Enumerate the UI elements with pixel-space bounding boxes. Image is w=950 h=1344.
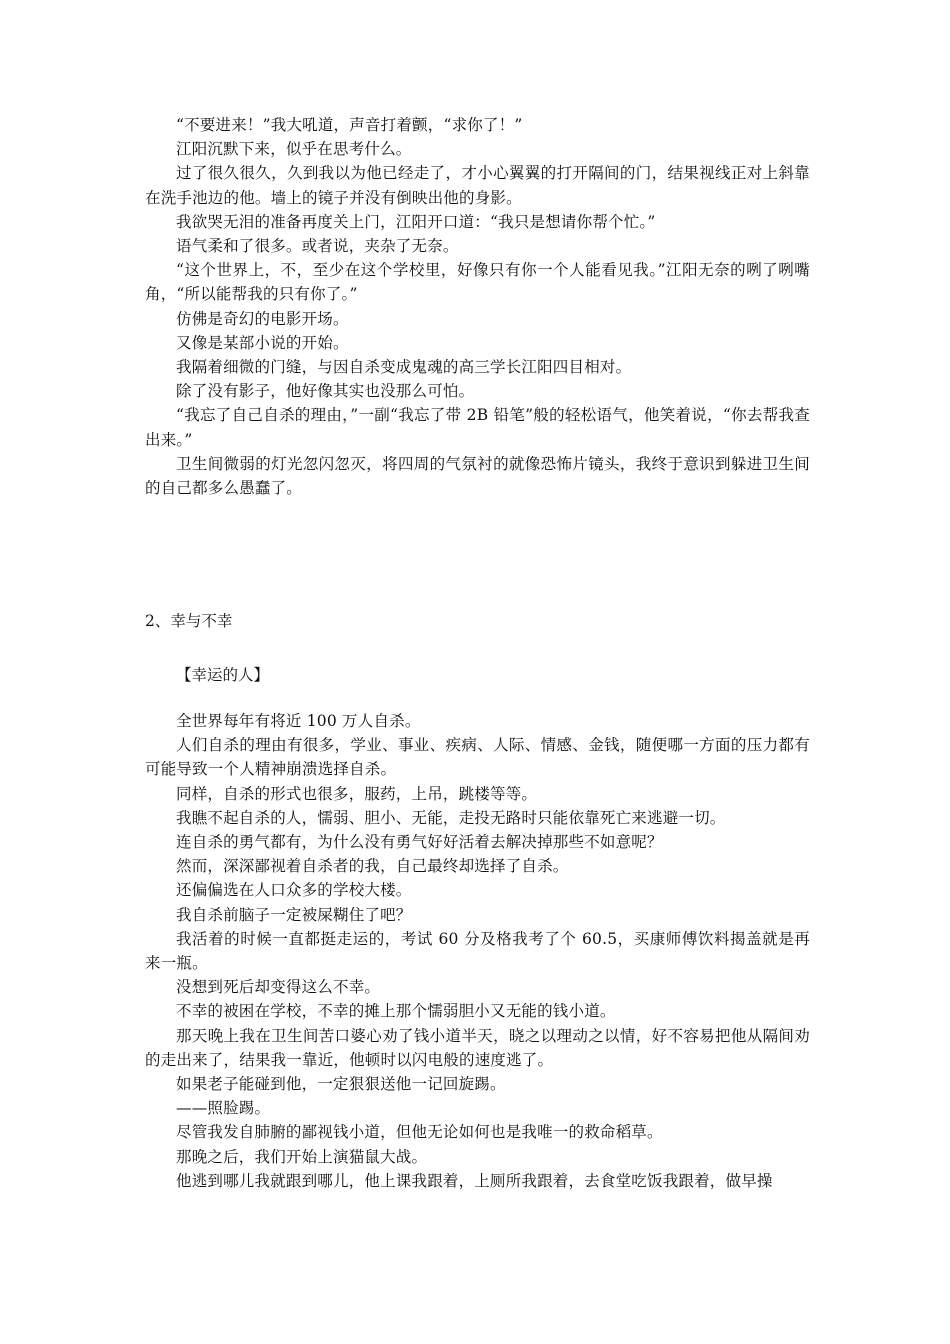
paragraph: 连自杀的勇气都有，为什么没有勇气好好活着去解决掉那些不如意呢？ [176, 833, 663, 852]
paragraph: 卫生间微弱的灯光忽闪忽灭，将四周的气氛衬的就像恐怖片镜头，我终于意识到躲进卫生间的自己都多么愚蠢了。 [145, 454, 810, 498]
paragraph: 仿佛是奇幻的电影开场。 [176, 309, 349, 328]
paragraph: 我欲哭无泪的准备再度关上门，江阳开口道：“我只是想请你帮个忙。” [176, 212, 656, 231]
paragraph: 全世界每年有将近 100 万人自杀。 [176, 712, 421, 730]
paragraph: 如果老子能碰到他，一定狠狠送他一记回旋踢。 [176, 1075, 506, 1094]
paragraph: 那晚之后，我们开始上演猫鼠大战。 [176, 1147, 428, 1166]
paragraph: 过了很久很久，久到我以为他已经走了，才小心翼翼的打开隔间的门，结果视线正对上斜靠在洗手池边的他。墙上的镜子并没有倒映出他的身影。 [145, 164, 810, 207]
story-part-2 [145, 709, 810, 1193]
paragraph: 同样，自杀的形式也很多，服药，上吊，跳楼等等。 [176, 784, 538, 803]
paragraph: 我自杀前脑子一定被屎糊住了吧？ [176, 905, 412, 924]
paragraph: 又像是某部小说的开始。 [176, 333, 349, 352]
paragraph: 尽管我发自肺腑的鄙视钱小道，但他无论如何也是我唯一的救命稻草。 [176, 1123, 663, 1142]
sub-heading: 【幸运的人】 [176, 666, 270, 684]
paragraph: “我忘了自己自杀的理由，”一副“我忘了带 2B 铅笔”般的轻松语气，他笑着说，“你去帮我查出来。” [145, 406, 810, 449]
paragraph: 还偏偏选在人口众多的学校大楼。 [176, 881, 412, 900]
paragraph: ——照脸踢。 [176, 1099, 271, 1118]
paragraph: 不幸的被困在学校，不幸的摊上那个懦弱胆小又无能的钱小道。 [176, 1002, 616, 1021]
paragraph: 语气柔和了很多。或者说，夹杂了无奈。 [176, 237, 459, 256]
paragraph: 没想到死后却变得这么不幸。 [176, 978, 381, 997]
paragraph: 江阳沉默下来，似乎在思考什么。 [176, 140, 412, 159]
paragraph: 我瞧不起自杀的人，懦弱、胆小、无能，走投无路时只能依靠死亡来逃避一切。 [176, 808, 726, 827]
story-part-1 [145, 113, 810, 500]
paragraph: 然而，深深鄙视着自杀者的我，自己最终却选择了自杀。 [176, 857, 569, 876]
paragraph: 我活着的时候一直都挺走运的，考试 60 分及格我考了个 60.5，买康师傅饮料揭盖就是再来一瓶。 [145, 929, 810, 973]
paragraph: 人们自杀的理由有很多，学业、事业、疾病、人际、情感、金钱，随便哪一方面的压力都有可能导致一个人精神崩溃选择自杀。 [145, 736, 810, 779]
paragraph: 除了没有影子，他好像其实也没那么可怕。 [176, 382, 475, 401]
paragraph: 他逃到哪儿我就跟到哪儿，他上课我跟着，上厕所我跟着，去食堂吃饭我跟着，做早操 [176, 1171, 773, 1190]
paragraph: “这个世界上，不，至少在这个学校里，好像只有你一个人能看见我。”江阳无奈的咧了咧嘴角，“所以能帮我的只有你了。” [145, 261, 810, 304]
paragraph: “不要进来！”我大吼道，声音打着颤，“求你了！” [176, 116, 523, 134]
section-heading: 2、幸与不幸 [145, 612, 233, 630]
paragraph: 那天晚上我在卫生间苦口婆心劝了钱小道半天，晓之以理动之以情，好不容易把他从隔间劝的走出来了，结果我一靠近，他顿时以闪电般的速度逃了。 [145, 1026, 810, 1069]
paragraph: 我隔着细微的门缝，与因自杀变成鬼魂的高三学长江阳四目相对。 [176, 358, 632, 377]
